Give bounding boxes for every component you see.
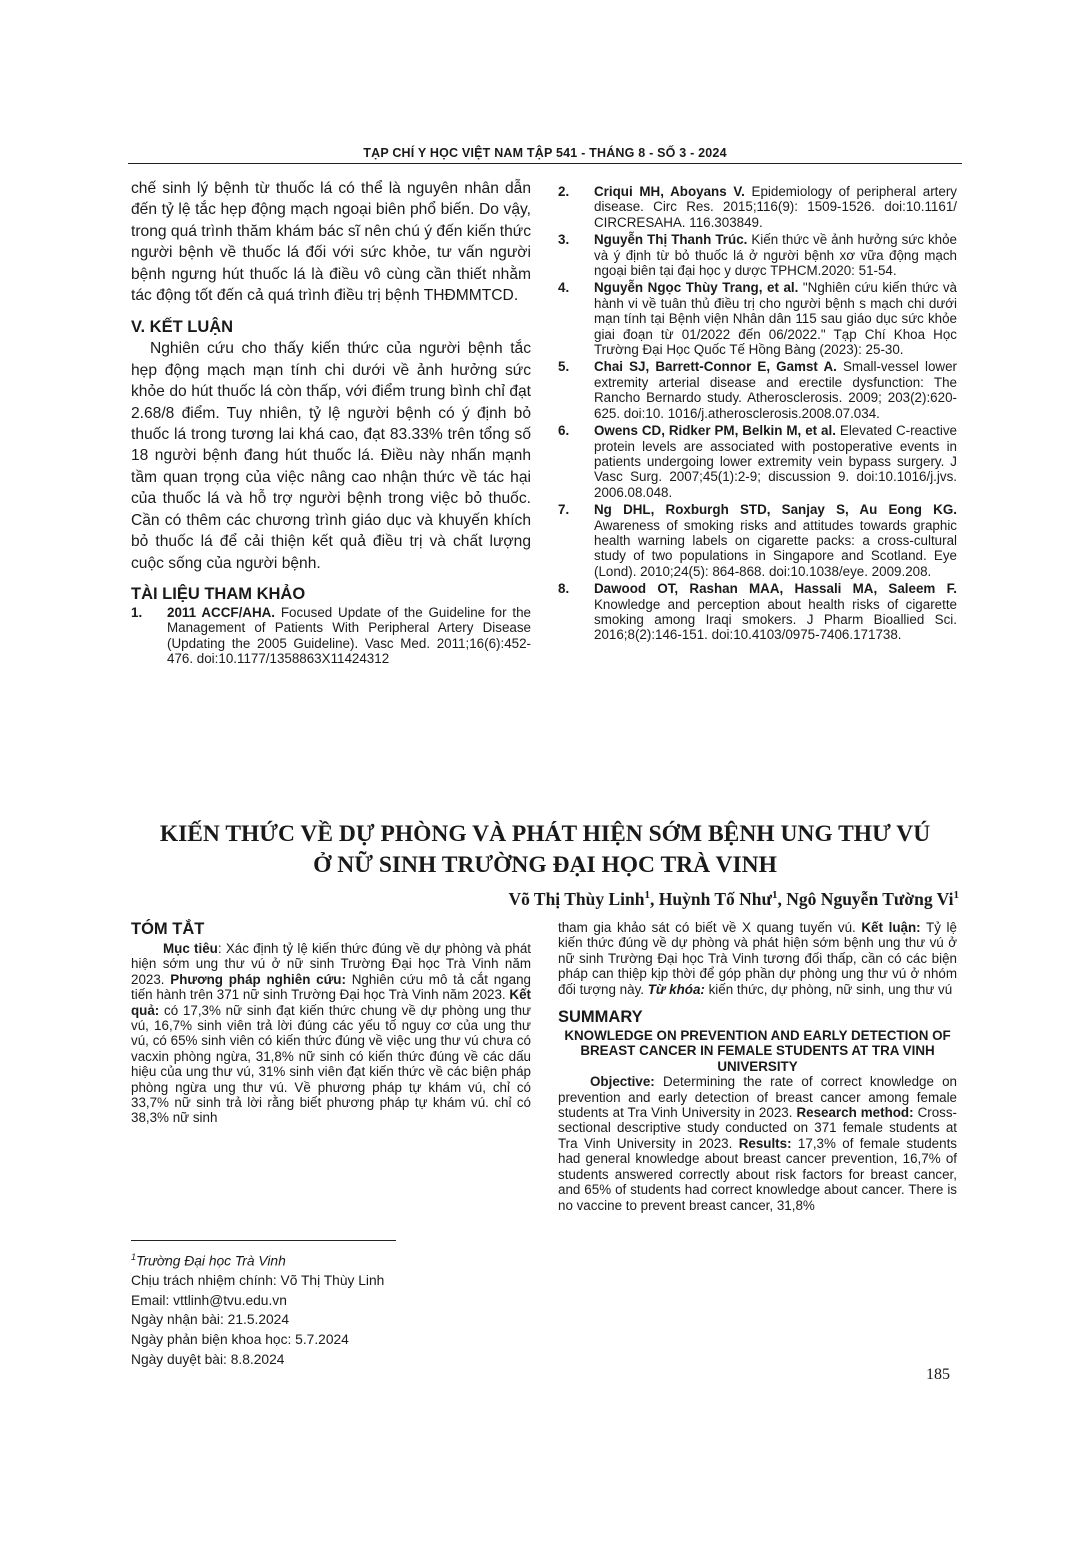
references-list-right [558, 184, 957, 645]
affiliation-mark: 1 [644, 889, 650, 902]
summary-heading: SUMMARY [558, 1008, 643, 1027]
footnote-responsible: Chịu trách nhiệm chính: Võ Thị Thùy Linh [131, 1273, 385, 1289]
references-heading: TÀI LIỆU THAM KHẢO [131, 584, 306, 603]
left-top-paragraph: chế sinh lý bệnh từ thuốc lá có thể là nguyên nhân dẫn đến tỷ lệ tắc hẹp động mạch ngoại biên phổ biến. Do vậy, trong quá trình thăm khám bác sĩ nên chú ý đến kiến thức người bệnh về thuốc lá đối với sức khỏe, tư vấn người bệnh ngưng hút thuốc lá là điều vô cùng cần thiết nhằm tác động tốt đến cả quá trình điều trị bệnh THĐMMTCD. [131, 180, 531, 305]
reference-item: 8. Dawood OT, Rashan MAA, Hassali MA, Saleem F. Knowledge and perception about health risks of cigarette smoking among Iraqi smokers. J Pharm Bioallied Sci. 2016;8(2):146-151. doi:10.4103/0975-7406.171738. [558, 581, 957, 643]
conclusion-text: Nghiên cứu cho thấy kiến thức của người bệnh tắc hẹp động mạch mạn tính chi dưới về ảnh hưởng sức khỏe do hút thuốc lá còn thấp, với điểm trung bình chỉ đạt 2.68/8 điểm. Tuy nhiên, tỷ lệ người bệnh có ý định bỏ thuốc lá trong tương lai khá cao, đạt 83.33% trên tổng số 18 người bệnh đang hút thuốc lá. Điều này nhấn mạnh tầm quan trọng của việc nâng cao nhận thức về tác hại của thuốc lá và hỗ trợ người bệnh trong việc bỏ thuốc. Cần có thêm các chương trình giáo dục và khuyến khích bỏ thuốc lá để cải thiện kết quả điều trị và chất lượng cuộc sống của người bệnh. [131, 340, 531, 572]
abstract-vi-continued [558, 920, 957, 1213]
footnote-approved: Ngày duyệt bài: 8.8.2024 [131, 1351, 285, 1367]
footnote-affiliation: $^1$Trường Đại học Trà Vinh [131, 1252, 286, 1269]
footnote-received: Ngày nhận bài: 21.5.2024 [131, 1312, 290, 1328]
summary-title: KNOWLEDGE ON PREVENTION AND EARLY DETECTION OF BREAST CANCER IN FEMALE STUDENTS AT TRA VINH UNIVERSITY [564, 1028, 951, 1074]
authors-line: Võ Thị Thùy Linh$^1$, Huỳnh Tố Như$^1$, Ngô Nguyễn Tường Vi$^1$ [508, 889, 959, 909]
footnote-reviewed: Ngày phản biện khoa học: 5.7.2024 [131, 1331, 349, 1347]
footnote-email: Email: vttlinh@tvu.edu.vn [131, 1292, 287, 1308]
reference-item: 4. Nguyễn Ngọc Thùy Trang, et al. "Nghiên cứu kiến thức và hành vi về tuân thủ điều trị cho người bệnh s mạch chi dưới mạn tính tại Bệnh viện Nhân dân 115 sau giáo dục sức khỏe giai đoạn từ 01/2022 đến 06/2022." Tạp Chí Khoa Học Trường Đại Học Quốc Tế Hồng Bàng (2023): 25-30. [558, 280, 958, 358]
author: Võ Thị Thùy Linh [508, 889, 645, 909]
affiliation-mark: 1 [772, 889, 778, 902]
journal-header: TẠP CHÍ Y HỌC VIỆT NAM TẬP 541 - THÁNG 8 - SỐ 3 - 2024 [363, 146, 727, 160]
article-title-line-2: Ở NỮ SINH TRƯỜNG ĐẠI HỌC TRÀ VINH [313, 852, 777, 878]
abstract-heading: TÓM TẮT [131, 920, 205, 938]
reference-item: 6. Owens CD, Ridker PM, Belkin M, et al. Elevated C-reactive protein levels are associated with postoperative events in patients undergoing lower extremity vein bypass surgery. J Vasc Surg. 2007;45(1):2-9; discussion 9. doi:10.1016/j.jvs. 2006.08.048. [558, 423, 957, 500]
reference-item: 2. Criqui MH, Aboyans V. Epidemiology of peripheral artery disease. Circ Res. 2015;116(9): 1509-1526. doi:10.1161/ CIRCRESAHA. 116.303849. [558, 184, 957, 230]
abstract-text: Mục tiêu: Xác định tỷ lệ kiến thức đúng về dự phòng và phát hiện sớm ung thư vú ở nữ sinh Trường Đại học Trà Vinh năm 2023. Phương pháp nghiên cứu: Nghiên cứu mô tả cắt ngang tiến hành trên 371 nữ sinh Trường Đại học Trà Vinh năm 2023. Kết quả: có 17,3% nữ sinh đạt kiến thức chung về dự phòng ung thư vú, 16,7% sinh viên trả lời đúng các yếu tố nguy cơ của ung thư vú, có 65% sinh viên có kiến thức đúng về việc ung thư vú chưa có vacxin phòng ngừa, 31,8% nữ sinh có kiến thức đúng về các dấu hiệu của ung thư vú, 31% sinh viên đạt kiến thức về các biện pháp phòng ngừa ung thư vú. Về phương pháp tự khám vú, chỉ có 33,7% nữ sinh trả lời rằng biết phương pháp tự khám vú. chỉ có 38,3% nữ sinh [131, 941, 531, 1126]
summary-text: Objective: Determining the rate of correct knowledge on prevention and early detection of breast cancer among female students at Tra Vinh University in 2023. Research method: Cross-sectional descriptive study conducted on 371 female students at Tra Vinh University in 2023. Results: 17,3% of female students had general knowledge about breast cancer prevention, 16,7% of students answered correctly about risk factors for breast cancer, and 65% of students had correct knowledge about cancer. There is no vaccine to prevent breast cancer, 31,8% [558, 1074, 958, 1213]
footnote [131, 1248, 384, 1369]
footnote-rule [131, 1240, 396, 1241]
reference-item: 1. 2011 ACCF/AHA. Focused Update of the Guideline for the Management of Patients With Peripheral Artery Disease (Updating the 2005 Guideline). Vasc Med. 2011;16(6):452-476. doi:10.1177/1358863X11424312 [131, 604, 531, 667]
page-number: 185 [926, 1366, 950, 1383]
header-rule [128, 163, 962, 164]
reference-item: 5. Chai SJ, Barrett-Connor E, Gamst A. Small-vessel lower extremity arterial disease and erectile dysfunction: The Rancho Bernardo study. Atherosclerosis. 2009; 203(2):620-625. doi:10. 1016/j.atherosclerosis.2008.07.034. [558, 359, 957, 421]
abstract-text-continued: tham gia khảo sát có biết về X quang tuyến vú. Kết luận: Tỷ lệ kiến thức đúng về dự phòng và phát hiện sớm bệnh ung thư vú ở nữ sinh Trường Đại học Trà Vinh tương đối thấp, cần có các biện pháp can thiệp kịp thời để góp phần dự phòng ung thư vú ở nhóm đối tượng này. Từ khóa: kiến thức, dự phòng, nữ sinh, ung thư vú [558, 920, 957, 997]
reference-item: 3. Nguyễn Thị Thanh Trúc. Kiến thức về ảnh hưởng sức khỏe và ý định từ bỏ thuốc lá ở người bệnh xơ vữa động mạch ngoại biên tại đại học y dược TPHCM.2020: 51-54. [558, 232, 957, 279]
article-title-line-1: KIẾN THỨC VỀ DỰ PHÒNG VÀ PHÁT HIỆN SỚM BỆNH UNG THƯ VÚ [159, 821, 931, 847]
left-column-upper [131, 178, 531, 669]
author: Huỳnh Tố Như [658, 889, 773, 909]
reference-item: 7. Ng DHL, Roxburgh STD, Sanjay S, Au Eong KG. Awareness of smoking risks and attitudes towards graphic health warning labels on cigarette packs: a cross-cultural study of two populations in Singapore and Scotland. Eye (Lond). 2010;24(5): 864-868. doi:10.1038/eye. 2009.208. [558, 502, 957, 579]
affiliation-mark: 1 [953, 889, 959, 902]
author: Ngô Nguyễn Tường Vi [786, 889, 954, 909]
conclusion-heading: V. KẾT LUẬN [131, 318, 234, 337]
references-list-left [131, 605, 531, 667]
abstract-vi [131, 918, 531, 1126]
